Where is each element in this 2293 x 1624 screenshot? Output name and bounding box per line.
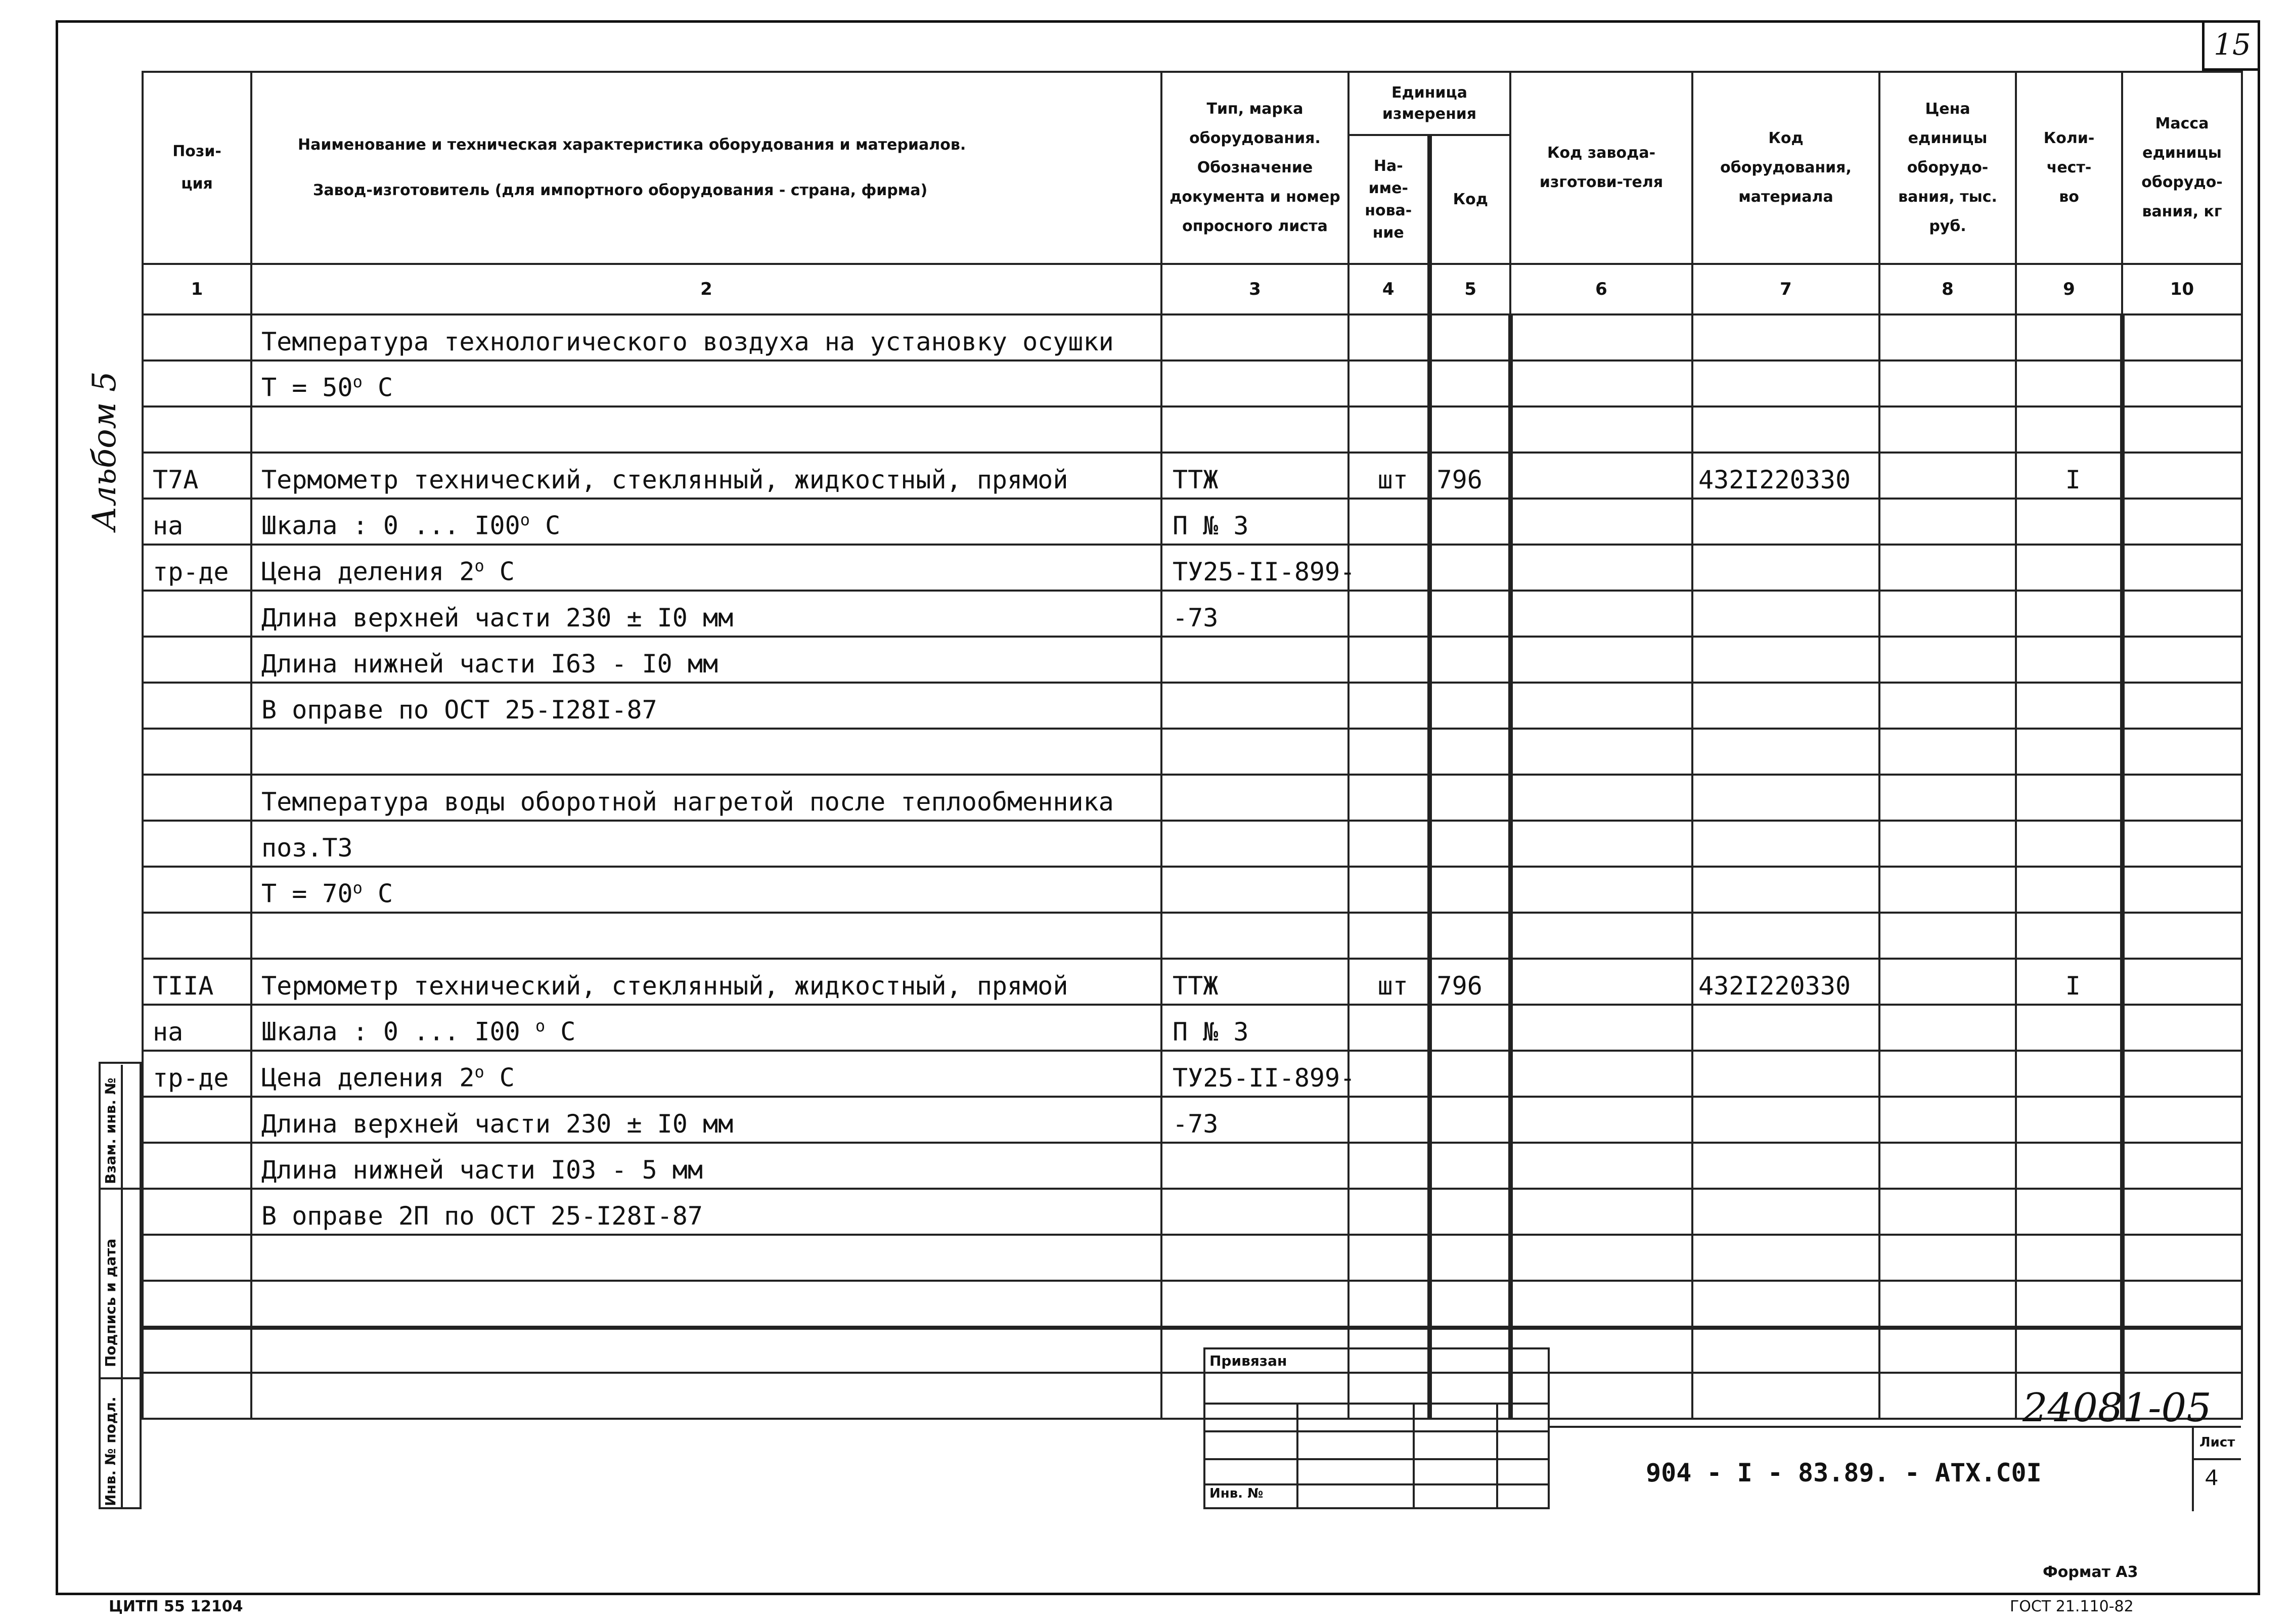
cell-price [1879, 1373, 2016, 1419]
cell-name: Длина нижней части I63 - I0 мм [251, 637, 1161, 683]
cell-equipment-code [1692, 1235, 1879, 1281]
cell-factory-code [1510, 637, 1692, 683]
cell-position [143, 591, 251, 637]
cell-position: ТIIА [143, 959, 251, 1005]
table-row [143, 1189, 2242, 1235]
table-row [143, 1235, 2242, 1281]
cell-equipment-code [1692, 1051, 1879, 1097]
cell-mass [2122, 360, 2242, 407]
cell-quantity [2016, 1327, 2122, 1373]
cell-position [143, 1097, 251, 1143]
cell-factory-code [1510, 959, 1692, 1005]
cell-unit-code [1429, 775, 1510, 821]
privyazan-label: Привязан [1209, 1352, 1287, 1369]
cell-type [1161, 1281, 1348, 1327]
cell-name: Шкала : 0 ... I00 $^о$ С [251, 1005, 1161, 1051]
cell-name: Цена деления $2^о$ С [251, 545, 1161, 591]
cell-price [1879, 453, 2016, 499]
cell-type [1161, 360, 1348, 407]
table-row [143, 1373, 2242, 1419]
cell-unit-code [1429, 1097, 1510, 1143]
cell-mass [2122, 683, 2242, 729]
cell-type: П № 3 [1161, 499, 1348, 545]
cell-position: на [143, 499, 251, 545]
cell-factory-code [1510, 1143, 1692, 1189]
cell-name: В оправе 2П по ОСТ 25-I28I-87 [251, 1189, 1161, 1235]
table-row [143, 1051, 2242, 1097]
cell-name [251, 1373, 1161, 1419]
cell-unit-code [1429, 1189, 1510, 1235]
cell-type [1161, 729, 1348, 775]
header-factory-code: Код завода-изготови-теля [1510, 72, 1692, 264]
cell-type [1161, 1235, 1348, 1281]
cell-unit-name [1348, 683, 1429, 729]
cell-quantity [2016, 360, 2122, 407]
cell-name [251, 1235, 1161, 1281]
cell-factory-code [1510, 867, 1692, 913]
cell-quantity: I [2016, 453, 2122, 499]
cell-unit-name [1348, 591, 1429, 637]
cell-factory-code [1510, 545, 1692, 591]
cell-name: Длина нижней части I03 - 5 мм [251, 1143, 1161, 1189]
cell-type: -73 [1161, 1097, 1348, 1143]
cell-price [1879, 499, 2016, 545]
cell-price [1879, 867, 2016, 913]
cell-price [1879, 1005, 2016, 1051]
cell-price [1879, 545, 2016, 591]
cell-equipment-code [1692, 637, 1879, 683]
cell-equipment-code [1692, 314, 1879, 360]
cell-unit-code [1429, 407, 1510, 453]
header-position: Пози- ция [143, 72, 251, 264]
cell-quantity: I [2016, 959, 2122, 1005]
cell-quantity [2016, 407, 2122, 453]
cell-position [143, 314, 251, 360]
cell-equipment-code [1692, 683, 1879, 729]
cell-quantity [2016, 821, 2122, 867]
cell-mass [2122, 453, 2242, 499]
cell-unit-name [1348, 1143, 1429, 1189]
cell-name [251, 1281, 1161, 1327]
cell-position [143, 1281, 251, 1327]
cell-factory-code [1510, 1235, 1692, 1281]
header-unit-group: Единица измерения [1348, 72, 1510, 135]
cell-quantity [2016, 591, 2122, 637]
table-row [143, 683, 2242, 729]
cell-type [1161, 867, 1348, 913]
cell-price [1879, 314, 2016, 360]
cell-factory-code [1510, 314, 1692, 360]
cell-mass [2122, 729, 2242, 775]
cell-equipment-code [1692, 1097, 1879, 1143]
cell-unit-code [1429, 913, 1510, 959]
cell-quantity [2016, 314, 2122, 360]
document-designation: 904 - I - 83.89. - АТХ.С0I [1646, 1458, 2042, 1487]
cell-equipment-code [1692, 1281, 1879, 1327]
cell-position [143, 407, 251, 453]
cell-price [1879, 1327, 2016, 1373]
cell-price [1879, 821, 2016, 867]
cell-unit-code: 796 [1429, 959, 1510, 1005]
cell-price [1879, 1051, 2016, 1097]
cell-factory-code [1510, 683, 1692, 729]
cell-mass [2122, 1097, 2242, 1143]
cell-equipment-code [1692, 1327, 1879, 1373]
cell-factory-code [1510, 729, 1692, 775]
footer-left-code: ЦИТП 55 12104 [109, 1598, 243, 1615]
cell-position [143, 1373, 251, 1419]
cell-equipment-code: 432I220330 [1692, 959, 1879, 1005]
cell-name: $Т = 50^о$ С [251, 360, 1161, 407]
cell-unit-name [1348, 1005, 1429, 1051]
header-name: Наименование и техническая характеристика оборудования и материалов. Завод-изготовитель (для импортного оборудования - страна, фирма) [251, 72, 1161, 264]
cell-price [1879, 959, 2016, 1005]
cell-type: П № 3 [1161, 1005, 1348, 1051]
cell-unit-code [1429, 1005, 1510, 1051]
table-row [143, 1005, 2242, 1051]
cell-quantity [2016, 1005, 2122, 1051]
cell-mass [2122, 407, 2242, 453]
cell-quantity [2016, 867, 2122, 913]
table-row [143, 867, 2242, 913]
cell-unit-code [1429, 867, 1510, 913]
cell-position [143, 1189, 251, 1235]
cell-quantity [2016, 1051, 2122, 1097]
cell-quantity [2016, 1281, 2122, 1327]
cell-unit-name [1348, 407, 1429, 453]
cell-mass [2122, 1143, 2242, 1189]
cell-unit-name [1348, 360, 1429, 407]
table-row [143, 821, 2242, 867]
cell-position [143, 867, 251, 913]
cell-type [1161, 1189, 1348, 1235]
cell-position: на [143, 1005, 251, 1051]
cell-name: Шкала : 0 ... $I00^о$ С [251, 499, 1161, 545]
header-quantity: Коли-чест-во [2016, 72, 2122, 264]
cell-type: ТУ25-II-899- [1161, 1051, 1348, 1097]
cell-position [143, 913, 251, 959]
cell-unit-name [1348, 1097, 1429, 1143]
cell-factory-code [1510, 775, 1692, 821]
cell-price [1879, 775, 2016, 821]
cell-type [1161, 683, 1348, 729]
list-number: 4 [2205, 1466, 2219, 1492]
cell-unit-name [1348, 1189, 1429, 1235]
cell-mass [2122, 821, 2242, 867]
table-row [143, 913, 2242, 959]
cell-mass [2122, 867, 2242, 913]
cell-equipment-code [1692, 407, 1879, 453]
cell-mass [2122, 1235, 2242, 1281]
specification-table [142, 71, 2243, 1420]
cell-unit-name [1348, 1235, 1429, 1281]
inv-no-label: Инв. № [1209, 1486, 1264, 1501]
cell-factory-code [1510, 1005, 1692, 1051]
cell-unit-code [1429, 1143, 1510, 1189]
cell-quantity [2016, 499, 2122, 545]
cell-position [143, 821, 251, 867]
cell-quantity [2016, 545, 2122, 591]
vzam-inv-label: Взам. инв. № [102, 1077, 119, 1184]
cell-unit-name [1348, 545, 1429, 591]
cell-name: Цена деления $2^о$ С [251, 1051, 1161, 1097]
cell-position: Т7А [143, 453, 251, 499]
cell-unit-code [1429, 1051, 1510, 1097]
cell-mass [2122, 637, 2242, 683]
cell-position: тр-де [143, 1051, 251, 1097]
cell-unit-name [1348, 913, 1429, 959]
cell-name [251, 729, 1161, 775]
cell-name [251, 913, 1161, 959]
header-type: Тип, марка оборудования. Обозначение документа и номер опросного листа [1161, 72, 1348, 264]
cell-price [1879, 637, 2016, 683]
cell-quantity [2016, 1097, 2122, 1143]
table-row [143, 407, 2242, 453]
table-row [143, 1097, 2242, 1143]
cell-position [143, 360, 251, 407]
cell-mass [2122, 959, 2242, 1005]
cell-equipment-code [1692, 1005, 1879, 1051]
cell-mass [2122, 1281, 2242, 1327]
cell-equipment-code [1692, 545, 1879, 591]
cell-mass [2122, 775, 2242, 821]
cell-mass [2122, 1051, 2242, 1097]
cell-name: Термометр технический, стеклянный, жидкостный, прямой [251, 959, 1161, 1005]
cell-price [1879, 1235, 2016, 1281]
header-unit-mass: Масса единицы оборудо-вания, кг [2122, 72, 2242, 264]
cell-factory-code [1510, 1051, 1692, 1097]
cell-name: Длина верхней части 230 ± I0 мм [251, 591, 1161, 637]
cell-factory-code [1510, 821, 1692, 867]
cell-type [1161, 314, 1348, 360]
cell-unit-code [1429, 545, 1510, 591]
cell-factory-code [1510, 1189, 1692, 1235]
cell-factory-code [1510, 1097, 1692, 1143]
cell-type [1161, 407, 1348, 453]
cell-equipment-code [1692, 1189, 1879, 1235]
cell-position [143, 1235, 251, 1281]
cell-name [251, 1327, 1161, 1373]
cell-unit-name [1348, 1051, 1429, 1097]
cell-name: Температура воды оборотной нагретой после теплообменника [251, 775, 1161, 821]
cell-quantity [2016, 1189, 2122, 1235]
cell-unit-code [1429, 314, 1510, 360]
header-unit-name: На-име-нова-ние [1348, 135, 1429, 264]
cell-type: ТТЖ [1161, 959, 1348, 1005]
cell-equipment-code [1692, 360, 1879, 407]
cell-quantity [2016, 775, 2122, 821]
cell-name: $Т = 70^о$ С [251, 867, 1161, 913]
inv-podl-label: Инв. № подл. [102, 1396, 119, 1506]
cell-mass [2122, 314, 2242, 360]
cell-equipment-code [1692, 1143, 1879, 1189]
cell-quantity [2016, 683, 2122, 729]
cell-equipment-code [1692, 499, 1879, 545]
cell-factory-code [1510, 913, 1692, 959]
cell-unit-name [1348, 821, 1429, 867]
cell-price [1879, 1097, 2016, 1143]
cell-unit-name [1348, 314, 1429, 360]
cell-price [1879, 913, 2016, 959]
cell-position [143, 683, 251, 729]
cell-type [1161, 1143, 1348, 1189]
cell-type [1161, 775, 1348, 821]
cell-unit-code [1429, 683, 1510, 729]
list-label: Лист [2199, 1435, 2235, 1450]
cell-price [1879, 360, 2016, 407]
cell-equipment-code [1692, 867, 1879, 913]
cell-unit-name [1348, 867, 1429, 913]
cell-name: Термометр технический, стеклянный, жидкостный, прямой [251, 453, 1161, 499]
table-row [143, 959, 2242, 1005]
cell-unit-name [1348, 499, 1429, 545]
cell-unit-name [1348, 637, 1429, 683]
cell-type: ТТЖ [1161, 453, 1348, 499]
cell-mass [2122, 499, 2242, 545]
header-equipment-code: Код оборудования, материала [1692, 72, 1879, 264]
cell-unit-name: шт [1348, 453, 1429, 499]
cell-price [1879, 683, 2016, 729]
cell-factory-code [1510, 499, 1692, 545]
cell-mass [2122, 1327, 2242, 1373]
cell-mass [2122, 1189, 2242, 1235]
handwritten-number: 24081-05 [2022, 1385, 2212, 1431]
cell-quantity [2016, 637, 2122, 683]
cell-position [143, 775, 251, 821]
cell-name: В оправе по ОСТ 25-I28I-87 [251, 683, 1161, 729]
cell-type [1161, 913, 1348, 959]
header-unit-price: Цена единицы оборудо-вания, тыс. руб. [1879, 72, 2016, 264]
cell-unit-code [1429, 1235, 1510, 1281]
cell-price [1879, 1189, 2016, 1235]
cell-unit-code [1429, 729, 1510, 775]
main-stamp [1550, 1426, 2241, 1511]
cell-type [1161, 821, 1348, 867]
cell-equipment-code [1692, 821, 1879, 867]
table-row [143, 314, 2242, 360]
cell-equipment-code: 432I220330 [1692, 453, 1879, 499]
cell-position [143, 1143, 251, 1189]
cell-equipment-code [1692, 729, 1879, 775]
cell-mass [2122, 591, 2242, 637]
table-row [143, 360, 2242, 407]
cell-factory-code [1510, 360, 1692, 407]
table-row [143, 729, 2242, 775]
cell-unit-code [1429, 821, 1510, 867]
cell-factory-code [1510, 407, 1692, 453]
cell-unit-code [1429, 591, 1510, 637]
table-row [143, 545, 2242, 591]
cell-equipment-code [1692, 775, 1879, 821]
table-row [143, 591, 2242, 637]
cell-unit-name [1348, 1281, 1429, 1327]
cell-equipment-code [1692, 1373, 1879, 1419]
cell-unit-code [1429, 499, 1510, 545]
cell-factory-code [1510, 453, 1692, 499]
cell-unit-name [1348, 729, 1429, 775]
table-row [143, 775, 2242, 821]
cell-price [1879, 591, 2016, 637]
cell-factory-code [1510, 1281, 1692, 1327]
privyazan-block [1203, 1347, 1550, 1509]
podpis-data-label: Подпись и дата [102, 1238, 119, 1367]
table-row [143, 1281, 2242, 1327]
cell-position [143, 729, 251, 775]
cell-unit-name: шт [1348, 959, 1429, 1005]
table-row [143, 499, 2242, 545]
table-row [143, 1327, 2242, 1373]
cell-quantity [2016, 1235, 2122, 1281]
cell-unit-name [1348, 775, 1429, 821]
cell-equipment-code [1692, 913, 1879, 959]
table-bottom-line [142, 1327, 2241, 1330]
cell-name: Температура технологического воздуха на установку осушки [251, 314, 1161, 360]
cell-position: тр-де [143, 545, 251, 591]
cell-price [1879, 1143, 2016, 1189]
cell-unit-code [1429, 360, 1510, 407]
footer-format: Формат А3 [2043, 1563, 2138, 1581]
side-stamp [99, 1062, 142, 1509]
cell-quantity [2016, 729, 2122, 775]
cell-type [1161, 637, 1348, 683]
footer-gost: ГОСТ 21.110-82 [2010, 1598, 2134, 1615]
table-row [143, 453, 2242, 499]
table-row [143, 1143, 2242, 1189]
cell-name [251, 407, 1161, 453]
cell-name: Длина верхней части 230 ± I0 мм [251, 1097, 1161, 1143]
cell-quantity [2016, 913, 2122, 959]
cell-price [1879, 729, 2016, 775]
cell-position [143, 637, 251, 683]
cell-equipment-code [1692, 591, 1879, 637]
header-unit-code: Код [1429, 135, 1510, 264]
cell-name: поз.Т3 [251, 821, 1161, 867]
cell-price [1879, 1281, 2016, 1327]
sheet-corner-number: 15 [2202, 20, 2260, 71]
cell-unit-code [1429, 1281, 1510, 1327]
column-number-row: 1 2 3 4 5 6 7 8 9 10 [143, 264, 2242, 314]
cell-type: -73 [1161, 591, 1348, 637]
cell-type: ТУ25-II-899- [1161, 545, 1348, 591]
cell-mass [2122, 545, 2242, 591]
album-label: Альбом 5 [86, 371, 123, 531]
cell-mass [2122, 913, 2242, 959]
cell-unit-code: 796 [1429, 453, 1510, 499]
table-row [143, 637, 2242, 683]
cell-mass [2122, 1005, 2242, 1051]
cell-factory-code [1510, 591, 1692, 637]
cell-quantity [2016, 1143, 2122, 1189]
cell-price [1879, 407, 2016, 453]
cell-unit-code [1429, 637, 1510, 683]
cell-position [143, 1327, 251, 1373]
